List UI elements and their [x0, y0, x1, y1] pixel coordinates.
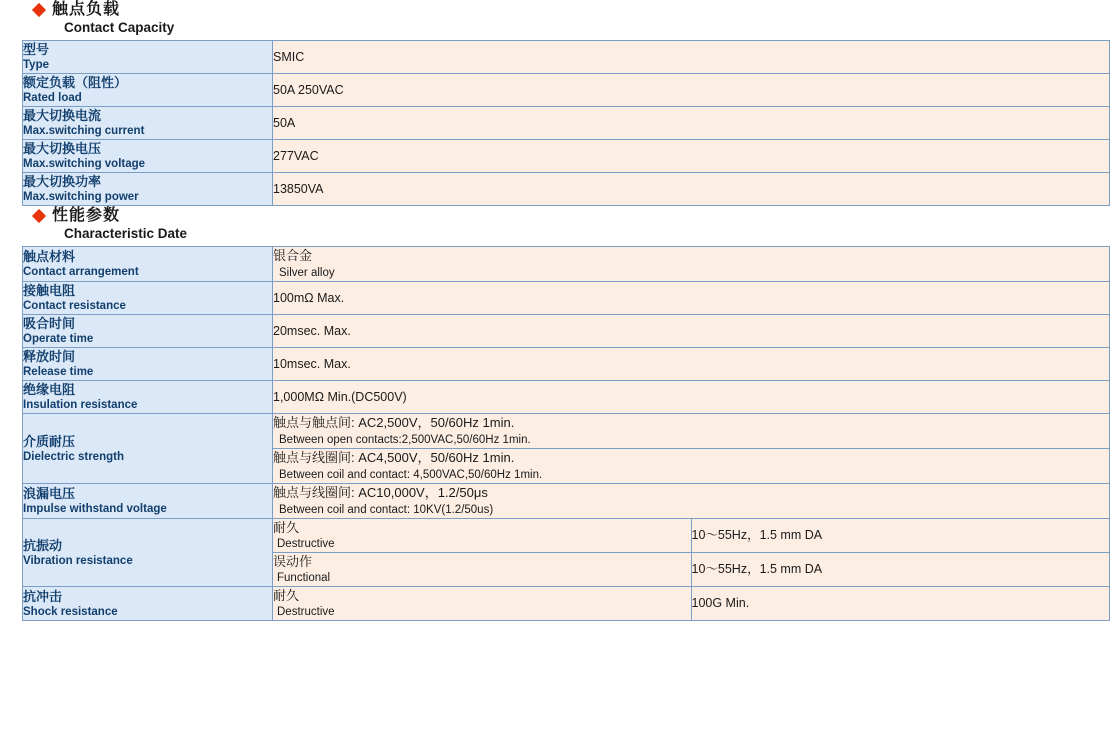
row-label-en: Shock resistance [23, 605, 118, 618]
row-label [23, 140, 273, 173]
row-label-en: Insulation resistance [23, 399, 138, 411]
row-label-en: Contact resistance [23, 300, 126, 312]
row-value-en: Between coil and contact: 4,500VAC,50/60Hz 1min. [279, 469, 543, 481]
row-value [273, 140, 1110, 173]
table-row [23, 381, 1110, 414]
row-label-cn: 触点材料 [23, 249, 76, 264]
row-value-text: SMIC [273, 49, 305, 64]
row-label-cn: 介质耐压 [23, 433, 76, 449]
row-label-cn: 绝缘电阻 [23, 382, 76, 397]
row-subtype [273, 587, 692, 621]
row-label-en: Max.switching current [23, 125, 145, 137]
row-value [273, 173, 1110, 206]
row-value-cn: 触点与触点间: AC2,500V，50/60Hz 1min. [273, 415, 515, 430]
row-spec-text: 10～55Hz，1.5 mm DA [691, 528, 823, 542]
row-label [23, 484, 273, 519]
row-label-en: Contact arrangement [23, 266, 139, 278]
row-label-en: Release time [23, 366, 94, 378]
row-label-en: Vibration resistance [23, 554, 133, 567]
row-label [23, 74, 273, 107]
table-row [23, 282, 1110, 315]
row-spec-text: 100G Min. [691, 596, 750, 610]
row-value [273, 74, 1110, 107]
diamond-bullet-icon [32, 209, 46, 223]
row-subtype-cn: 耐久 [273, 588, 300, 603]
row-subtype-en: Destructive [277, 606, 335, 618]
row-label [23, 414, 273, 484]
row-value-cn: 触点与线圈间: AC10,000V，1.2/50μs [273, 485, 488, 500]
row-label-en: Max.switching voltage [23, 158, 146, 170]
row-label [23, 41, 273, 74]
section-title-en: Contact Capacity [64, 20, 175, 35]
row-value-text: 277VAC [273, 148, 319, 163]
row-subtype-en: Destructive [277, 538, 335, 550]
row-label-en: Dielectric strength [23, 450, 124, 463]
row-label-cn: 最大切换功率 [23, 174, 102, 189]
section-header-contact-capacity [0, 0, 1118, 40]
row-subtype-en: Functional [277, 572, 331, 584]
row-spec [691, 519, 1110, 553]
row-value-text: 13850VA [273, 181, 324, 196]
row-label-cn: 最大切换电压 [23, 141, 102, 156]
row-label-en: Max.switching power [23, 191, 139, 203]
row-value [273, 247, 1110, 282]
row-label-cn: 抗振动 [23, 537, 63, 553]
row-value [273, 348, 1110, 381]
table-row [23, 484, 1110, 519]
row-label [23, 315, 273, 348]
row-spec-text: 10～55Hz，1.5 mm DA [691, 562, 823, 576]
table-row [23, 247, 1110, 282]
row-value-cn: 触点与线圈间: AC4,500V，50/60Hz 1min. [273, 450, 515, 465]
table-row [23, 41, 1110, 74]
row-label-en: Impulse withstand voltage [23, 503, 167, 515]
row-label [23, 381, 273, 414]
row-label-en: Rated load [23, 92, 82, 104]
section-title-cn: 性能参数 [52, 207, 121, 224]
row-value [273, 381, 1110, 414]
row-label-en: Type [23, 59, 49, 71]
row-subtype [273, 553, 692, 587]
table-row [23, 107, 1110, 140]
row-value-text: 10msec. Max. [273, 356, 351, 371]
row-subtype-cn: 耐久 [273, 520, 300, 535]
row-label-cn: 吸合时间 [23, 316, 76, 331]
table-row [23, 587, 1110, 621]
row-label [23, 107, 273, 140]
section-title-group [52, 206, 187, 242]
row-spec [691, 587, 1110, 621]
table-contact-capacity [22, 40, 1110, 206]
table-row [23, 140, 1110, 173]
row-subtype-cn: 误动作 [273, 554, 313, 569]
row-value-cn: 银合金 [273, 248, 313, 263]
row-value [273, 41, 1110, 74]
row-label [23, 282, 273, 315]
row-label [23, 587, 273, 621]
table-row [23, 414, 1110, 449]
row-value-text: 100mΩ Max. [273, 290, 345, 305]
table-row [23, 74, 1110, 107]
row-value-en: Between open contacts:2,500VAC,50/60Hz 1min. [279, 434, 531, 446]
row-value [273, 414, 1110, 449]
row-value [273, 484, 1110, 519]
row-label-cn: 接触电阻 [23, 283, 76, 298]
row-value-text: 50A 250VAC [273, 82, 344, 97]
row-label-cn: 释放时间 [23, 349, 76, 364]
row-label [23, 519, 273, 587]
section-title-en: Characteristic Date [64, 226, 188, 241]
table-row [23, 315, 1110, 348]
row-value [273, 282, 1110, 315]
row-label-cn: 抗冲击 [23, 588, 63, 604]
row-label [23, 348, 273, 381]
diamond-bullet-icon [32, 3, 46, 17]
table-characteristic-date [22, 246, 1110, 621]
section-header-characteristic-date [0, 206, 1118, 246]
row-spec [691, 553, 1110, 587]
row-value-text: 20msec. Max. [273, 323, 351, 338]
row-value-en: Between coil and contact: 10KV(1.2/50us) [279, 504, 494, 516]
row-value [273, 315, 1110, 348]
row-label-cn: 浪漏电压 [23, 486, 76, 501]
section-title-group [52, 0, 174, 36]
row-label-cn: 型号 [23, 42, 50, 57]
row-label-cn: 最大切换电流 [23, 108, 102, 123]
row-subtype [273, 519, 692, 553]
row-value-text: 1,000MΩ Min.(DC500V) [273, 389, 407, 404]
row-value [273, 449, 1110, 484]
table-row [23, 173, 1110, 206]
table-row [23, 348, 1110, 381]
row-label [23, 173, 273, 206]
row-value-en: Silver alloy [279, 267, 335, 279]
row-label-en: Operate time [23, 333, 94, 345]
table-row [23, 519, 1110, 553]
row-label-cn: 额定负载（阻性） [23, 75, 128, 90]
row-value [273, 107, 1110, 140]
row-value-text: 50A [273, 115, 296, 130]
section-title-cn: 触点负载 [52, 1, 121, 18]
row-label [23, 247, 273, 282]
